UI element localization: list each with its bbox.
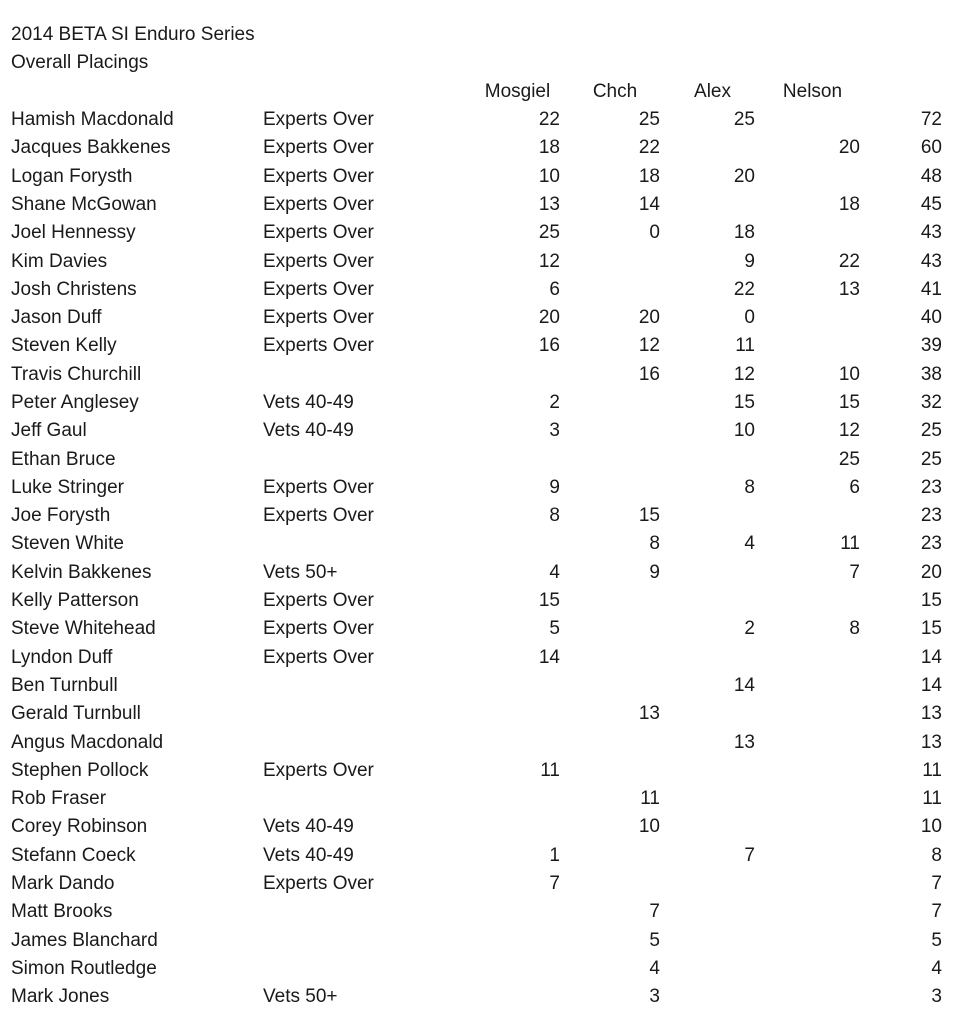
col-header-mosgiel: Mosgiel <box>484 80 551 102</box>
table-row <box>0 304 975 332</box>
cell-rider-name: Joel Hennessy <box>11 222 136 244</box>
cell-alex-points: 25 <box>733 109 755 131</box>
cell-rider-name: Jason Duff <box>11 307 102 329</box>
cell-chch-points: 14 <box>638 193 660 215</box>
col-header-chch: Chch <box>592 80 638 102</box>
cell-rider-class: Experts Over <box>263 222 374 244</box>
cell-alex-points: 7 <box>744 844 755 866</box>
cell-rider-class: Experts Over <box>263 618 374 640</box>
page-subtitle: Overall Placings <box>11 52 149 74</box>
cell-rider-class: Experts Over <box>263 590 374 612</box>
table-row <box>0 134 975 162</box>
table-row <box>0 842 975 870</box>
cell-total-points: 11 <box>922 788 942 810</box>
cell-rider-name: Peter Anglesey <box>11 392 139 413</box>
cell-alex-points: 9 <box>744 250 755 272</box>
cell-nelson-points: 8 <box>849 618 860 640</box>
cell-nelson-points: 11 <box>840 533 860 555</box>
cell-alex-points: 14 <box>733 674 755 696</box>
cell-nelson-points: 7 <box>849 561 860 583</box>
cell-nelson-points: 6 <box>849 476 860 498</box>
cell-rider-name: Steven Kelly <box>11 335 117 357</box>
table-row <box>0 247 975 275</box>
cell-rider-class: Experts Over <box>263 873 374 895</box>
cell-total-points: 15 <box>920 618 942 640</box>
cell-mosgiel-points: 8 <box>549 505 560 527</box>
cell-total-points: 39 <box>920 335 942 357</box>
table-row <box>0 700 975 728</box>
cell-chch-points: 7 <box>649 901 660 923</box>
table-row <box>0 785 975 813</box>
cell-total-points: 11 <box>922 759 942 781</box>
table-row <box>0 191 975 219</box>
table-row <box>0 955 975 983</box>
cell-chch-points: 5 <box>649 929 660 951</box>
cell-nelson-points: 13 <box>838 278 860 300</box>
cell-rider-name: Logan Forysth <box>11 165 133 187</box>
cell-chch-points: 18 <box>638 165 660 187</box>
cell-rider-name: Mark Jones <box>11 986 110 1008</box>
cell-rider-class: Vets 40-49 <box>263 392 354 413</box>
table-row <box>0 361 975 389</box>
cell-alex-points: 2 <box>744 618 755 640</box>
cell-mosgiel-points: 14 <box>538 646 560 668</box>
cell-rider-name: Joe Forysth <box>11 505 111 527</box>
cell-total-points: 23 <box>920 476 942 498</box>
cell-rider-class: Vets 40-49 <box>263 816 354 838</box>
cell-alex-points: 10 <box>733 420 755 442</box>
cell-alex-points: 8 <box>744 476 755 498</box>
cell-chch-points: 3 <box>649 986 660 1008</box>
cell-total-points: 14 <box>920 674 942 696</box>
cell-nelson-points: 12 <box>838 420 860 442</box>
cell-mosgiel-points: 12 <box>538 250 560 272</box>
cell-mosgiel-points: 11 <box>540 759 560 781</box>
cell-rider-name: Ethan Bruce <box>11 448 116 470</box>
table-row <box>0 219 975 247</box>
table-row <box>0 162 975 190</box>
table-row <box>0 672 975 700</box>
cell-rider-class: Experts Over <box>263 476 374 498</box>
cell-alex-points: 20 <box>733 165 755 187</box>
cell-chch-points: 13 <box>638 703 660 725</box>
cell-chch-points: 16 <box>638 363 660 385</box>
table-row <box>0 813 975 841</box>
cell-rider-class: Experts Over <box>263 109 374 131</box>
cell-chch-points: 0 <box>649 222 660 244</box>
cell-rider-name: Angus Macdonald <box>11 731 164 753</box>
cell-rider-name: Ben Turnbull <box>11 674 118 696</box>
table-row <box>0 983 975 1011</box>
cell-nelson-points: 10 <box>838 363 860 385</box>
cell-mosgiel-points: 18 <box>538 137 560 159</box>
cell-rider-name: Josh Christens <box>11 278 137 300</box>
cell-total-points: 3 <box>931 986 942 1008</box>
cell-chch-points: 4 <box>649 957 660 979</box>
cell-total-points: 5 <box>931 929 942 951</box>
cell-total-points: 25 <box>920 448 942 470</box>
table-row <box>0 276 975 304</box>
cell-rider-name: Simon Routledge <box>11 957 157 979</box>
cell-total-points: 4 <box>931 957 942 979</box>
cell-total-points: 45 <box>920 193 942 215</box>
cell-rider-name: Kelvin Bakkenes <box>11 561 152 583</box>
cell-nelson-points: 18 <box>838 193 860 215</box>
cell-rider-name: Rob Fraser <box>11 788 107 810</box>
cell-rider-class: Experts Over <box>263 165 374 187</box>
cell-chch-points: 22 <box>638 137 660 159</box>
cell-total-points: 13 <box>920 731 942 753</box>
table-row <box>0 417 975 445</box>
cell-chch-points: 9 <box>649 561 660 583</box>
cell-rider-name: Steve Whitehead <box>11 618 156 640</box>
cell-rider-class: Vets 50+ <box>263 561 338 583</box>
cell-mosgiel-points: 20 <box>538 307 560 329</box>
cell-rider-class: Experts Over <box>263 278 374 300</box>
cell-chch-points: 12 <box>638 335 660 357</box>
table-row <box>0 445 975 473</box>
table-row <box>0 559 975 587</box>
table-row <box>0 389 975 417</box>
cell-mosgiel-points: 3 <box>549 420 560 442</box>
cell-chch-points: 8 <box>649 533 660 555</box>
cell-alex-points: 0 <box>744 307 755 329</box>
cell-rider-name: Matt Brooks <box>11 901 113 923</box>
header-row <box>0 78 975 106</box>
table-row <box>0 644 975 672</box>
cell-total-points: 25 <box>920 420 942 442</box>
cell-rider-name: Jacques Bakkenes <box>11 137 171 159</box>
table-row <box>0 530 975 558</box>
cell-rider-class: Experts Over <box>263 250 374 272</box>
cell-nelson-points: 15 <box>838 392 860 413</box>
cell-mosgiel-points: 2 <box>549 392 560 413</box>
cell-mosgiel-points: 13 <box>538 193 560 215</box>
cell-total-points: 40 <box>920 307 942 329</box>
cell-total-points: 23 <box>920 533 942 555</box>
cell-rider-name: Stephen Pollock <box>11 759 149 781</box>
cell-nelson-points: 22 <box>838 250 860 272</box>
cell-rider-class: Vets 40-49 <box>263 844 354 866</box>
results-table <box>0 106 975 1012</box>
cell-chch-points: 25 <box>638 109 660 131</box>
cell-rider-name: Travis Churchill <box>11 363 142 385</box>
col-header-alex: Alex <box>694 80 731 102</box>
cell-alex-points: 12 <box>733 363 755 385</box>
cell-rider-name: Mark Dando <box>11 873 115 895</box>
cell-alex-points: 22 <box>733 278 755 300</box>
cell-rider-name: Steven White <box>11 533 124 555</box>
table-row <box>0 927 975 955</box>
table-row <box>0 898 975 926</box>
cell-rider-class: Experts Over <box>263 759 374 781</box>
cell-rider-class: Experts Over <box>263 307 374 329</box>
table-row <box>0 870 975 898</box>
cell-mosgiel-points: 1 <box>549 844 560 866</box>
cell-total-points: 8 <box>931 844 942 866</box>
cell-rider-class: Experts Over <box>263 646 374 668</box>
cell-total-points: 43 <box>920 222 942 244</box>
cell-alex-points: 4 <box>744 533 755 555</box>
page-title: 2014 BETA SI Enduro Series <box>11 24 255 46</box>
cell-rider-name: Stefann Coeck <box>11 844 136 866</box>
cell-rider-name: Lyndon Duff <box>11 646 113 668</box>
table-row <box>0 757 975 785</box>
cell-mosgiel-points: 10 <box>538 165 560 187</box>
table-row <box>0 615 975 643</box>
table-row <box>0 474 975 502</box>
cell-chch-points: 15 <box>638 505 660 527</box>
cell-mosgiel-points: 22 <box>538 109 560 131</box>
cell-total-points: 48 <box>920 165 942 187</box>
cell-mosgiel-points: 4 <box>549 561 560 583</box>
cell-chch-points: 20 <box>638 307 660 329</box>
cell-total-points: 32 <box>920 392 942 413</box>
cell-mosgiel-points: 16 <box>538 335 560 357</box>
cell-total-points: 38 <box>920 363 942 385</box>
cell-mosgiel-points: 25 <box>538 222 560 244</box>
table-row <box>0 106 975 134</box>
cell-chch-points: 11 <box>640 788 660 810</box>
table-row <box>0 502 975 530</box>
cell-rider-name: Corey Robinson <box>11 816 148 838</box>
cell-mosgiel-points: 7 <box>549 873 560 895</box>
cell-rider-class: Experts Over <box>263 137 374 159</box>
cell-rider-class: Experts Over <box>263 335 374 357</box>
cell-alex-points: 18 <box>733 222 755 244</box>
cell-rider-class: Experts Over <box>263 193 374 215</box>
cell-rider-name: Gerald Turnbull <box>11 703 141 725</box>
cell-total-points: 72 <box>920 109 942 131</box>
cell-mosgiel-points: 15 <box>538 590 560 612</box>
cell-mosgiel-points: 9 <box>549 476 560 498</box>
cell-nelson-points: 20 <box>838 137 860 159</box>
cell-rider-name: Shane McGowan <box>11 193 157 215</box>
cell-rider-name: Hamish Macdonald <box>11 109 174 131</box>
cell-mosgiel-points: 6 <box>549 278 560 300</box>
cell-alex-points: 15 <box>733 392 755 413</box>
cell-total-points: 41 <box>920 278 942 300</box>
table-row <box>0 728 975 756</box>
cell-total-points: 43 <box>920 250 942 272</box>
cell-chch-points: 10 <box>638 816 660 838</box>
cell-alex-points: 13 <box>733 731 755 753</box>
cell-rider-name: Kelly Patterson <box>11 590 139 612</box>
cell-total-points: 13 <box>920 703 942 725</box>
table-row <box>0 587 975 615</box>
cell-rider-name: Kim Davies <box>11 250 108 272</box>
cell-total-points: 10 <box>920 816 942 838</box>
cell-rider-name: Luke Stringer <box>11 476 125 498</box>
cell-rider-class: Vets 40-49 <box>263 420 354 442</box>
cell-total-points: 7 <box>931 873 942 895</box>
cell-rider-class: Vets 50+ <box>263 986 338 1008</box>
cell-nelson-points: 25 <box>838 448 860 470</box>
cell-rider-name: James Blanchard <box>11 929 158 951</box>
cell-total-points: 23 <box>920 505 942 527</box>
table-row <box>0 332 975 360</box>
cell-alex-points: 11 <box>735 335 755 357</box>
col-header-nelson: Nelson <box>782 80 843 102</box>
cell-total-points: 14 <box>920 646 942 668</box>
cell-total-points: 15 <box>920 590 942 612</box>
cell-total-points: 60 <box>920 137 942 159</box>
cell-total-points: 20 <box>920 561 942 583</box>
cell-rider-name: Jeff Gaul <box>11 420 87 442</box>
cell-total-points: 7 <box>931 901 942 923</box>
cell-rider-class: Experts Over <box>263 505 374 527</box>
cell-mosgiel-points: 5 <box>549 618 560 640</box>
